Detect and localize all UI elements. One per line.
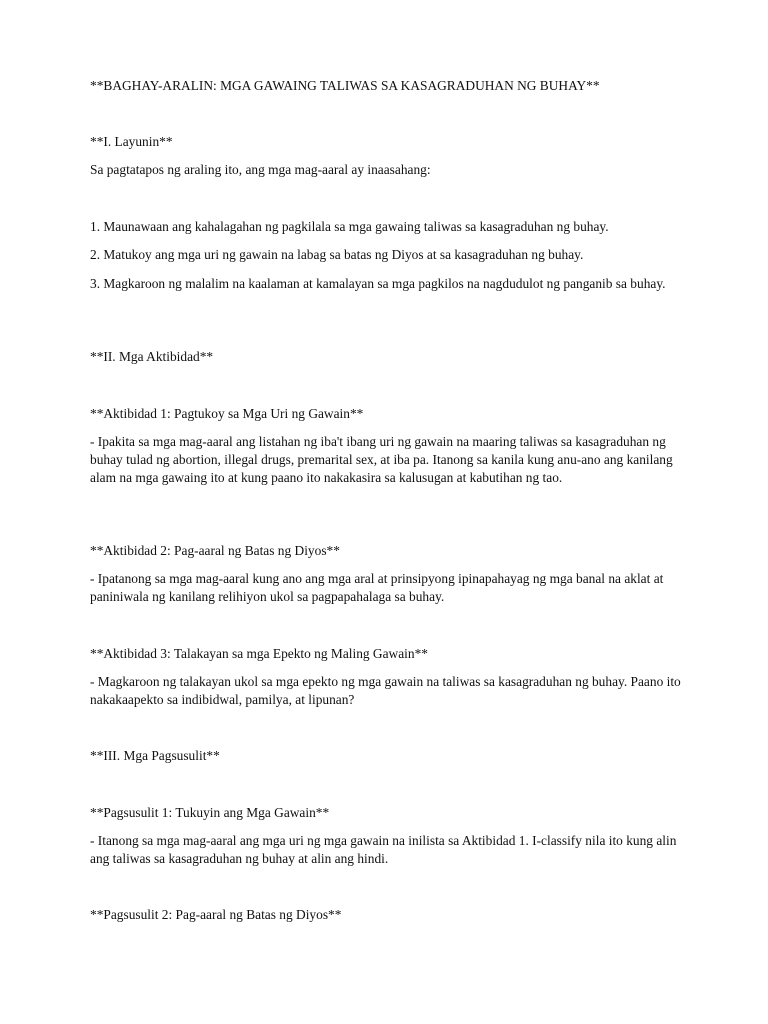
activity-body: - Ipatanong sa mga mag-aaral kung ano ang mga aral at prinsipyong ipinapahayag ng mga banal na aklat at paniniwala ng kanilang relihiyon ukol sa pagpapahalaga sa buhay. — [90, 571, 664, 604]
section-intro: Sa pagtatapos ng araling ito, ang mga mag-aaral ay inaasahang: — [90, 162, 431, 177]
test-heading: **Pagsusulit 2: Pag-aaral ng Batas ng Diyos** — [90, 907, 342, 922]
activity-heading: **Aktibidad 2: Pag-aaral ng Batas ng Diyos** — [90, 543, 340, 558]
activity-heading: **Aktibidad 1: Pagtukoy sa Mga Uri ng Gawain** — [90, 406, 364, 421]
section-heading-pagsusulit: **III. Mga Pagsusulit** — [90, 748, 220, 763]
activity-body: - Ipakita sa mga mag-aaral ang listahan ng iba't ibang uri ng gawain na maaring taliwas sa kasagraduhan ng buhay tulad ng abortion, illegal drugs, premarital sex, at iba pa. Itanong sa kanila kung anu-ano ang kanilang alam na mga gawaing ito at kung paano ito nakakasira sa kalusugan at kabutihan ng tao. — [90, 434, 673, 485]
objective-item: 3. Magkaroon ng malalim na kaalaman at kamalayan sa mga pagkilos na nagdudulot ng panganib sa buhay. — [90, 276, 666, 291]
objective-item: 1. Maunawaan ang kahalagahan ng pagkilala sa mga gawaing taliwas sa kasagraduhan ng buhay. — [90, 219, 609, 234]
section-heading-aktibidad: **II. Mga Aktibidad** — [90, 349, 214, 364]
activity-heading: **Aktibidad 3: Talakayan sa mga Epekto ng Maling Gawain** — [90, 646, 428, 661]
test-body: - Itanong sa mga mag-aaral ang mga uri ng mga gawain na inilista sa Aktibidad 1. I-classify nila ito kung alin ang taliwas sa kasagraduhan ng buhay at alin ang hindi. — [90, 833, 677, 866]
document-title: **BAGHAY-ARALIN: MGA GAWAING TALIWAS SA KASAGRADUHAN NG BUHAY** — [90, 78, 600, 93]
section-heading-layunin: **I. Layunin** — [90, 134, 173, 149]
objective-item: 2. Matukoy ang mga uri ng gawain na labag sa batas ng Diyos at sa kasagraduhan ng buhay. — [90, 247, 584, 262]
activity-body: - Magkaroon ng talakayan ukol sa mga epekto ng mga gawain na taliwas sa kasagraduhan ng buhay. Paano ito nakakaapekto sa indibidwal, pamilya, at lipunan? — [90, 674, 681, 707]
test-heading: **Pagsusulit 1: Tukuyin ang Mga Gawain** — [90, 805, 330, 820]
